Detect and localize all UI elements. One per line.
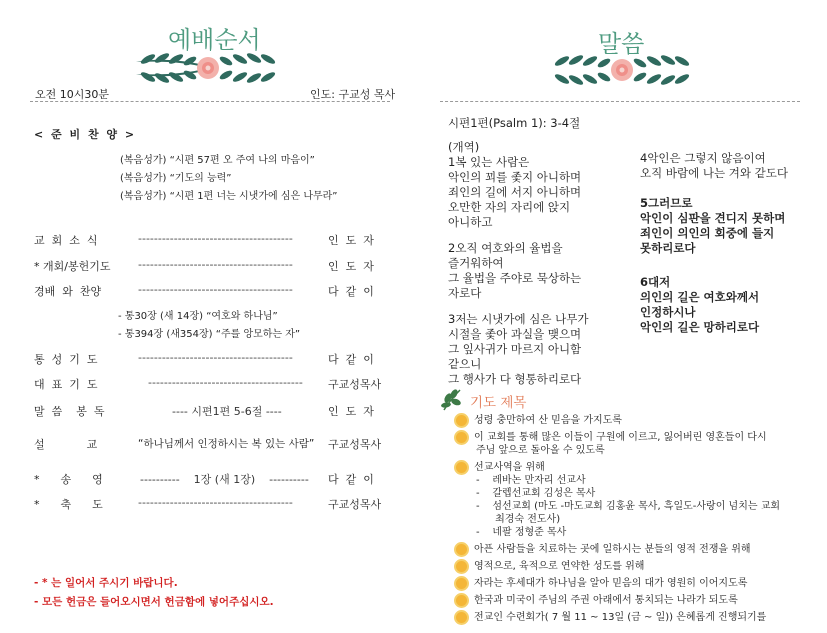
order-of-service-title: 예배순서	[168, 26, 261, 54]
scripture-line: 아니하고	[448, 215, 493, 229]
order-detail: ---------------------------------------	[138, 283, 293, 296]
order-leader: 다 같 이	[328, 473, 374, 486]
scripture-line: 그 잎사귀가 마르지 아니함	[448, 342, 582, 356]
worship-song: - 통394장 (새354장) “주를 앙모하는 자”	[118, 329, 301, 340]
mission-sub-item: - 네팔 정형준 목사	[476, 527, 567, 538]
worship-song: - 통30장 (새 14장) “여호와 하나님”	[118, 311, 278, 322]
scripture-line: 죄인이 의인의 회중에 들지	[640, 226, 775, 240]
order-leader: 다 같 이	[328, 285, 374, 298]
prayer-item	[456, 560, 816, 573]
sun-icon	[456, 432, 467, 443]
leaf-flower-ornament	[542, 52, 702, 88]
scripture-line: 그 행사가 다 형통하리로다	[448, 372, 582, 386]
prayer-text-continued: 주님 앞으로 돌아올 수 있도록	[476, 445, 605, 456]
order-leader: 인 도 자	[328, 405, 374, 418]
scripture-line: 오직 바람에 나는 겨와 같도다	[640, 166, 788, 180]
sun-icon	[456, 462, 467, 473]
prayer-text: 아픈 사람들을 치료하는 곳에 일하시는 분들의 영적 전쟁을 위해	[474, 544, 751, 555]
prayer-item	[456, 431, 816, 457]
standing-note: - * 는 일어서 주시기 바랍니다.	[34, 577, 178, 589]
prayer-text: 선교사역을 위해	[474, 462, 545, 473]
order-detail: ---------- 1장 (새 1장) ----------	[140, 473, 309, 486]
order-label: * 축 도	[34, 498, 103, 511]
sun-icon	[456, 561, 467, 572]
order-detail: ---------------------------------------	[138, 496, 293, 509]
order-detail: ---------------------------------------	[148, 376, 303, 389]
scripture-line: 인정하시나	[640, 305, 696, 319]
order-detail: ---- 시편1편 5-6절 ----	[172, 405, 282, 418]
prayer-text: 한국과 미국이 주님의 주권 아래에서 통치되는 나라가 되도록	[474, 595, 738, 606]
word-title: 말씀	[598, 30, 645, 58]
sun-icon	[456, 415, 467, 426]
mission-sub-item: - 레바논 만자리 선교사	[476, 475, 586, 486]
sun-icon	[456, 544, 467, 555]
prayer-item	[456, 611, 816, 624]
order-label: 설 교	[34, 438, 98, 451]
bible-version: (개역)	[448, 140, 480, 154]
header-divider	[440, 101, 800, 102]
order-label: 대 표 기 도	[34, 378, 98, 391]
order-leader: 구교성목사	[328, 498, 382, 511]
mission-sub-item: 최경숙 전도사)	[476, 514, 561, 525]
order-label: 교 회 소 식	[34, 234, 98, 247]
prayer-title: 기도 제목	[470, 395, 527, 411]
scripture-line: 5그러므로	[640, 196, 693, 210]
service-leader: 인도: 구교성 목사	[310, 88, 396, 101]
prayer-text: 이 교회를 통해 많은 이들이 구원에 이르고, 잃어버린 영혼들이 다시	[474, 432, 767, 443]
scripture-line: 의인의 길은 여호와께서	[640, 290, 760, 304]
scripture-line: 즐거워하여	[448, 256, 504, 270]
scripture-line	[448, 230, 633, 241]
order-label: 경배 와 찬양	[34, 285, 102, 298]
scripture-line: 3저는 시냇가에 심은 나무가	[448, 312, 589, 326]
scripture-line: 자로다	[448, 286, 482, 300]
prep-hymn: (복음성가) “기도의 능력”	[120, 173, 232, 184]
scripture-line: 1복 있는 사람은	[448, 155, 530, 169]
prayer-text: 전교인 수련회가( 7 월 11 ~ 13일 (금 ~ 일)) 은혜롭게 진행되기를	[474, 612, 767, 623]
prayer-text: 성령 충만하여 산 믿음을 가지도록	[474, 415, 622, 426]
mission-sub-item: - 갈렙선교회 김성은 목사	[476, 488, 596, 499]
scripture-line: 악인의 길은 망하리로다	[640, 320, 760, 334]
order-leader: 다 같 이	[328, 353, 374, 366]
scripture-line: 악인이 심판을 견디지 못하며	[640, 211, 786, 225]
prayer-item	[456, 414, 816, 427]
header-divider	[30, 101, 390, 102]
sun-icon	[456, 612, 467, 623]
order-detail: ---------------------------------------	[138, 351, 293, 364]
scripture-line: 2오직 여호와의 율법을	[448, 241, 563, 255]
plant-icon	[440, 386, 464, 412]
sun-icon	[456, 595, 467, 606]
prayer-list	[456, 414, 816, 628]
prayer-text: 영적으로, 육적으로 연약한 성도를 위해	[474, 561, 645, 572]
order-detail: ---------------------------------------	[138, 258, 293, 271]
mission-sub-item: - 섬선교회 (마도 -마도교회 김홍윤 목사, 흑일도-사랑이 넘치는 교회	[476, 501, 781, 512]
scripture-column-2	[640, 275, 820, 335]
prayer-item	[456, 543, 816, 556]
scripture-line: 악인의 꾀를 좇지 아니하며	[448, 170, 582, 184]
order-label: * 송 영	[34, 473, 103, 486]
sun-icon	[456, 578, 467, 589]
prep-heading: < 준 비 찬 양 >	[34, 128, 137, 141]
scripture-line: 못하리로다	[640, 241, 696, 255]
order-leader: 구교성목사	[328, 378, 382, 391]
scripture-line: 그 율법을 주야로 묵상하는	[448, 271, 582, 285]
scripture-line: 오만한 자의 자리에 앉지	[448, 200, 571, 214]
scripture-line: 6대저	[640, 275, 671, 289]
order-label: 말 씀 봉 독	[34, 405, 105, 418]
order-leader: 구교성목사	[328, 438, 382, 451]
scripture-column-2	[640, 151, 820, 181]
scripture-reference: 시편1편(Psalm 1): 3-4절	[448, 116, 581, 130]
scripture-column-2	[640, 196, 820, 256]
prep-hymn: (복음성가) “시편 57편 오 주여 나의 마음이”	[120, 155, 315, 166]
prayer-item	[456, 461, 816, 539]
order-label: * 개회/봉헌기도	[34, 260, 111, 273]
order-label: 통 성 기 도	[34, 353, 98, 366]
prayer-item	[456, 594, 816, 607]
prayer-text: 자라는 후세대가 하나님을 알아 믿음의 대가 영원히 이어지도록	[474, 578, 748, 589]
service-time: 오전 10시30분	[35, 88, 109, 101]
order-leader: 인 도 자	[328, 260, 374, 273]
prep-hymn: (복음성가) “시편 1편 너는 시냇가에 심은 나무라”	[120, 191, 338, 202]
leaf-flower-ornament	[128, 50, 288, 86]
order-detail: ---------------------------------------	[138, 232, 293, 245]
scripture-line: 시절을 좇아 과실을 맺으며	[448, 327, 582, 341]
order-leader: 인 도 자	[328, 234, 374, 247]
scripture-line: 같으니	[448, 357, 482, 371]
scripture-line: 4악인은 그렇지 않음이여	[640, 151, 766, 165]
offering-note: - 모든 헌금은 들어오시면서 헌금함에 넣어주십시오.	[34, 596, 274, 608]
sermon-title: “하나님께서 인정하시는 복 있는 사람”	[138, 438, 315, 450]
scripture-column-1	[448, 155, 633, 387]
scripture-line: 죄인의 길에 서지 아니하며	[448, 185, 582, 199]
prayer-item	[456, 577, 816, 590]
scripture-line	[448, 301, 633, 312]
